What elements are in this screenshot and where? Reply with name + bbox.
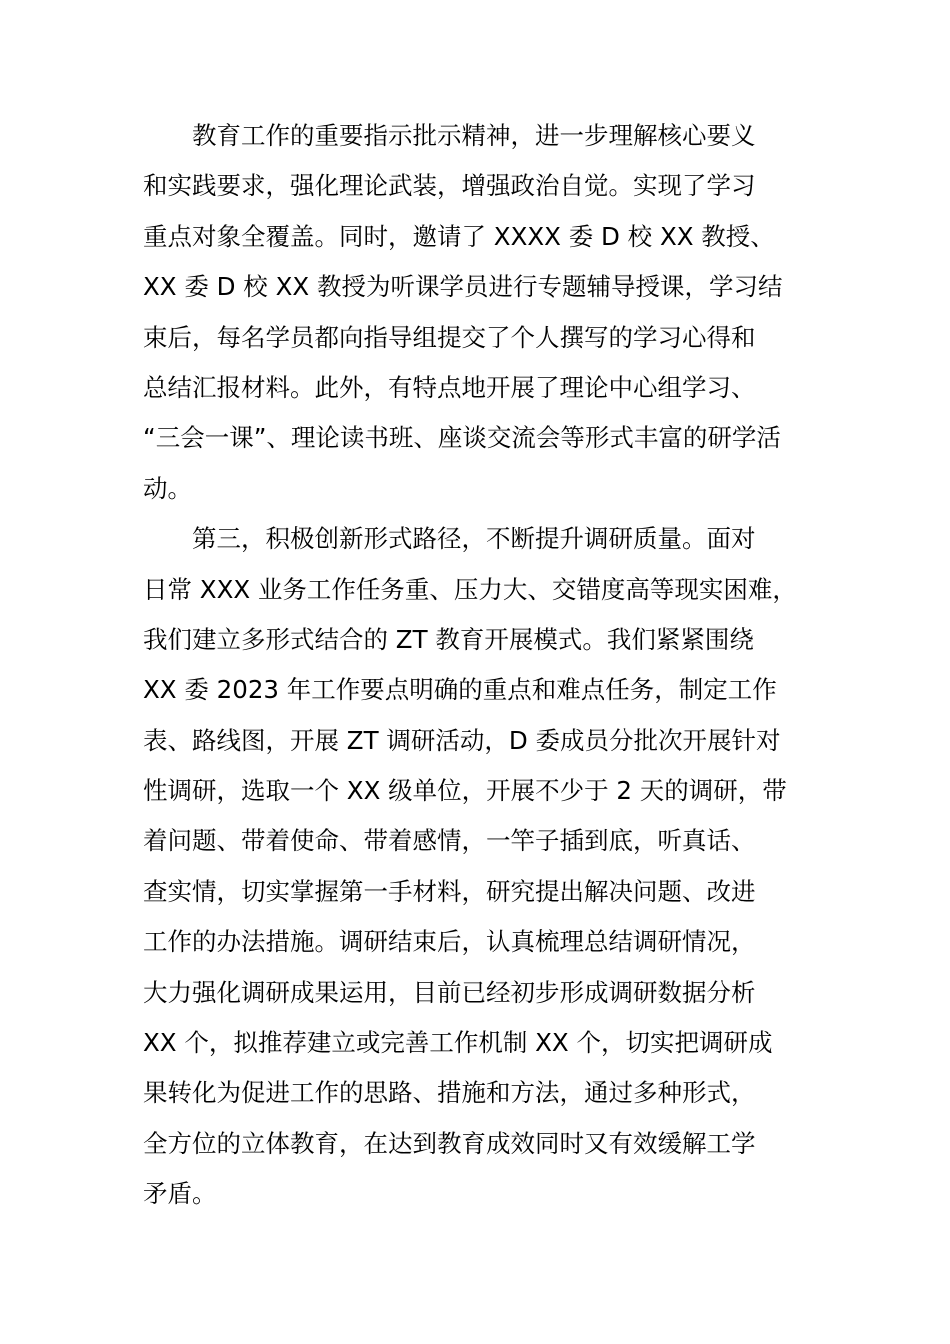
text-line: 重点对象全覆盖。同时，邀请了 XXXX 委 D 校 XX 教授、 — [143, 221, 775, 251]
text-line: 着问题、带着使命、带着感情，一竿子插到底，听真话、 — [143, 826, 756, 856]
text-line: 大力强化调研成果运用，目前已经初步形成调研数据分析 — [143, 977, 756, 1007]
text-line: XX 委 2023 年工作要点明确的重点和难点任务，制定工作 — [143, 675, 777, 705]
text-line: 全方位的立体教育，在达到教育成效同时又有效缓解工学 — [143, 1128, 756, 1158]
text-line: 果转化为促进工作的思路、措施和方法，通过多种形式， — [143, 1078, 756, 1108]
text-line: 我们建立多形式结合的 ZT 教育开展模式。我们紧紧围绕 — [143, 624, 754, 654]
text-line: 总结汇报材料。此外，有特点地开展了理论中心组学习、 — [143, 372, 756, 402]
text-line: XX 委 D 校 XX 教授为听课学员进行专题辅导授课，学习结 — [143, 272, 783, 302]
text-line: 束后，每名学员都向指导组提交了个人撰写的学习心得和 — [143, 322, 756, 352]
text-line: 性调研，选取一个 XX 级单位，开展不少于 2 天的调研，带 — [143, 776, 787, 806]
paragraph-2 — [143, 514, 833, 1219]
text-line: 和实践要求，强化理论武装，增强政治自觉。实现了学习 — [143, 171, 756, 201]
text-line: 教育工作的重要指示批示精神，进一步理解核心要义 — [192, 121, 756, 150]
text-line: 查实情，切实掌握第一手材料，研究提出解决问题、改进 — [143, 876, 756, 906]
text-line: 工作的办法措施。调研结束后，认真梳理总结调研情况， — [143, 927, 756, 957]
text-line: 矛盾。 — [143, 1179, 217, 1209]
text-line: 第三，积极创新形式路径，不断提升调研质量。面对 — [192, 524, 756, 554]
text-line: 日常 XXX 业务工作任务重、压力大、交错度高等现实困难， — [143, 574, 797, 604]
text-line: XX 个，拟推荐建立或完善工作机制 XX 个，切实把调研成 — [143, 1028, 773, 1058]
text-line: 表、路线图，开展 ZT 调研活动，D 委成员分批次开展针对 — [143, 725, 781, 755]
paragraph-1 — [143, 111, 833, 514]
document-body — [143, 111, 833, 1220]
text-line: 动。 — [143, 473, 192, 503]
text-line: “三会一课”、理论读书班、座谈交流会等形式丰富的研学活 — [143, 423, 781, 453]
